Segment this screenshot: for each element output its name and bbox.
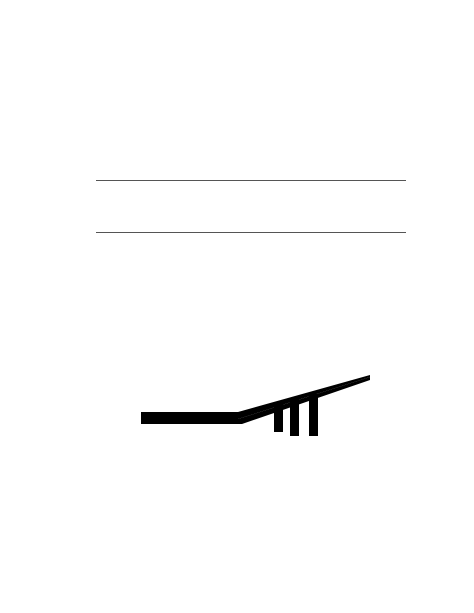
joint-marker: [168, 417, 172, 421]
bridge-deck-top: [141, 375, 370, 419]
foreground-supports: [148, 424, 196, 436]
bridge-model-figure: [138, 372, 370, 444]
support-stroke: [188, 424, 196, 436]
bottom-rule: [96, 232, 406, 233]
bridge-supports: [150, 424, 218, 438]
support-stroke: [148, 424, 156, 432]
top-rule: [96, 180, 406, 181]
support-stroke: [168, 424, 176, 436]
